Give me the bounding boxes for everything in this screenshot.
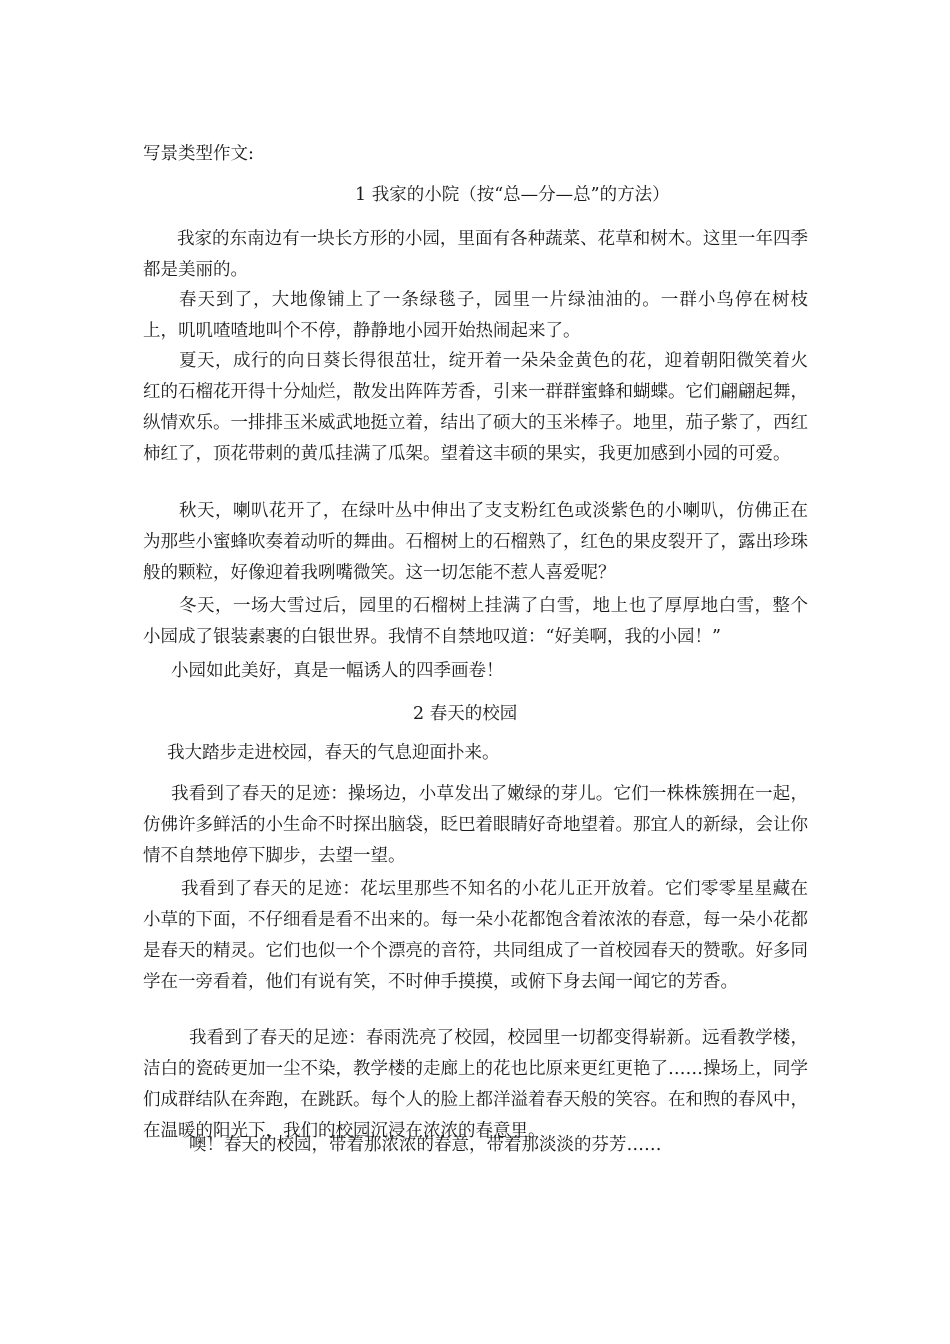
essay-1-title: 1 我家的小院（按“总—分—总”的方法）: [355, 185, 670, 205]
essay-2-paragraph-5: 噢！春天的校园，带着那浓浓的春意，带着那淡淡的芬芳……: [189, 1135, 662, 1155]
essay-1-paragraph-1: 我家的东南边有一块长方形的小园，里面有各种蔬菜、花草和树木。这里一年四季都是美丽的。: [143, 229, 808, 280]
essay-2-paragraph-4: 我看到了春天的足迹：春雨洗亮了校园，校园里一切都变得崭新。远看教学楼，洁白的瓷砖更加一尘不染，教学楼的走廊上的花也比原来更红更艳了……操场上，同学们成群结队在奔跑，在跳跃。每个人的脸上都洋溢着春天般的笑容。在和煦的春风中，在温暖的阳光下，我们的校园沉浸在浓浓的春意里。: [143, 1028, 808, 1141]
essay-2-paragraph-1: 我大踏步走进校园，春天的气息迎面扑来。: [167, 743, 500, 763]
essay-1-paragraph-4: 秋天，喇叭花开了，在绿叶丛中伸出了支支粉红色或淡紫色的小喇叭，仿佛正在为那些小蜜蜂吹奏着动听的舞曲。石榴树上的石榴熟了，红色的果皮裂开了，露出珍珠般的颗粒，好像迎着我咧嘴微笑。这一切怎能不惹人喜爱呢？: [143, 501, 808, 583]
essay-1-paragraph-5: 冬天，一场大雪过后，园里的石榴树上挂满了白雪，地上也了厚厚地白雪，整个小园成了银装素裹的白银世界。我情不自禁地叹道：“好美啊，我的小园！”: [143, 596, 808, 647]
essay-2-paragraph-3: 我看到了春天的足迹：花坛里那些不知名的小花儿正开放着。它们零零星星藏在小草的下面，不仔细看是看不出来的。每一朵小花都饱含着浓浓的春意，每一朵小花都是春天的精灵。它们也似一个个漂亮的音符，共同组成了一首校园春天的赞歌。好多同学在一旁看着，他们有说有笑，不时伸手摸摸，或俯下身去闻一闻它的芳香。: [143, 879, 808, 992]
essay-1-paragraph-6: 小园如此美好，真是一幅诱人的四季画卷！: [171, 661, 504, 681]
document-header: 写景类型作文:: [143, 144, 254, 164]
essay-2-paragraph-2: 我看到了春天的足迹：操场边，小草发出了嫩绿的芽儿。它们一株株簇拥在一起，仿佛许多鲜活的小生命不时探出脑袋，眨巴着眼睛好奇地望着。那宜人的新绿，会让你情不自禁地停下脚步，去望一望。: [143, 784, 808, 866]
essay-2-title: 2 春天的校园: [413, 704, 518, 724]
essay-1-paragraph-3: 夏天，成行的向日葵长得很茁壮，绽开着一朵朵金黄色的花，迎着朝阳微笑着火红的石榴花开得十分灿烂，散发出阵阵芳香，引来一群群蜜蜂和蝴蝶。它们翩翩起舞，纵情欢乐。一排排玉米威武地挺立着，结出了硕大的玉米棒子。地里，茄子紫了，西红柿红了，顶花带刺的黄瓜挂满了瓜架。望着这丰硕的果实，我更加感到小园的可爱。: [143, 351, 808, 464]
essay-1-paragraph-2: 春天到了，大地像铺上了一条绿毯子，园里一片绿油油的。一群小鸟停在树枝上，叽叽喳喳地叫个不停，静静地小园开始热闹起来了。: [143, 290, 808, 341]
